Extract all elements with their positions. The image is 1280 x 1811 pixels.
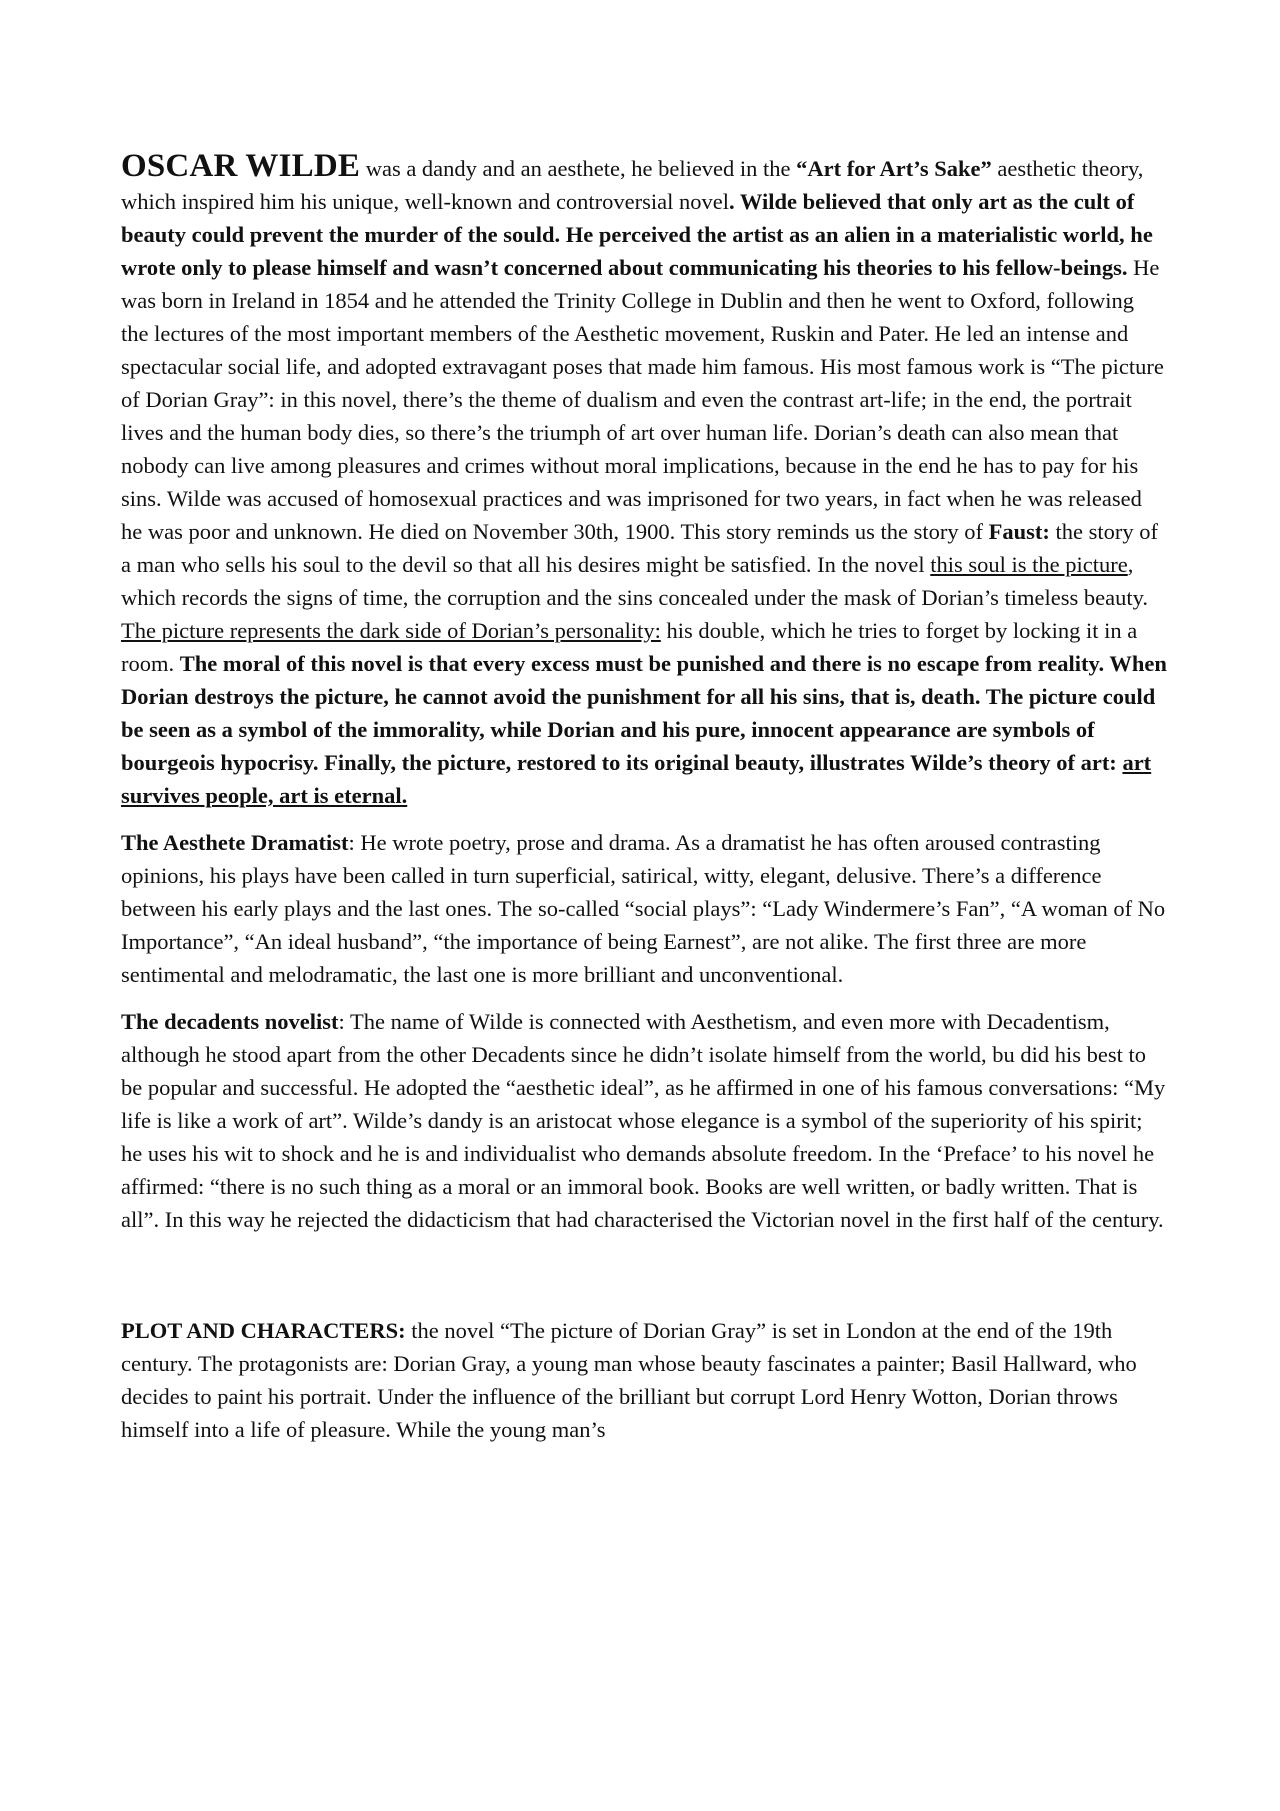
intro-bold-statement: . Wilde believed that only art as the cult of beauty could prevent the murder of the sould. He perceived the artist as an alien in a materialistic world, he wrote only to please himself and wasn’t concerned about communicating his theories to his fellow-beings. [121, 189, 1153, 280]
plot-heading: PLOT AND CHARACTERS: [121, 1318, 406, 1343]
intro-text-3: He was born in Ireland in 1854 and he attended the Trinity College in Dublin and then he went to Oxford, following the lectures of the most important members of the Aesthetic movement, Ruskin and Pater. He led an intense and spectacular social life, and adopted extravagant poses that made him famous. His most famous work is “The picture of Dorian Gray”: in this novel, there’s the theme of dualism and even the contrast art-life; in the end, the portrait lives and the human body dies, so there’s the triumph of art over human life. Dorian’s death can also mean that nobody can live among pleasures and crimes without moral implications, because in the end he has to pay for his sins. Wilde was accused of homosexual practices and was imprisoned for two years, in fact when he was released he was poor and unknown. He died on November 30th, 1900. This story reminds us the story of [121, 255, 1164, 544]
dramatist-paragraph [121, 826, 1167, 991]
intro-text-6: his double, which he tries to forget by locking it in a room. [121, 618, 1138, 676]
plot-text: the novel “The picture of Dorian Gray” is set in London at the end of the 19th century. The protagonists are: Dorian Gray, a young man whose beauty fascinates a painter; Basil Hallward, who decides to paint his portrait. Under the influence of the brilliant but corrupt Lord Henry Wotton, Dorian throws himself into a life of pleasure. While the young man’s [121, 1318, 1137, 1442]
intro-text-2: aesthetic theory, which inspired him his unique, well-known and controversial novel [121, 156, 1144, 214]
author-title: OSCAR WILDE [121, 148, 361, 184]
moral-bold-statement: The moral of this novel is that every excess must be punished and there is no escape from reality. When Dorian destroys the picture, he cannot avoid the punishment for all his sins, that is, death. The picture could be seen as a symbol of the immorality, while Dorian and his pure, innocent appearance are symbols of bourgeois hypocrisy. Finally, the picture, restored to its original beauty, illustrates Wilde’s theory of art: [121, 651, 1167, 775]
dramatist-text: : He wrote poetry, prose and drama. As a dramatist he has often aroused contrasting opinions, his plays have been called in turn superficial, satirical, witty, elegant, delusive. There’s a difference between his early plays and the last ones. The so-called “social plays”: “Lady Windermere’s Fan”, “A woman of No Importance”, “An ideal husband”, “the importance of being Earnest”, are not alike. The first three are more sentimental and melodramatic, the last one is more brilliant and unconventional. [121, 830, 1166, 987]
novelist-heading: The decadents novelist [121, 1009, 339, 1034]
intro-text-1: was a dandy and an aesthete, he believed in the [360, 156, 797, 181]
faust-reference: Faust: [988, 519, 1050, 544]
art-eternal-underline: art survives people, art is eternal. [121, 750, 1152, 808]
dark-side-underline: The picture represents the dark side of Dorian’s personality: [121, 618, 661, 643]
intro-text-5: , which records the signs of time, the corruption and the sins concealed under the mask of Dorian’s timeless beauty. [121, 552, 1149, 610]
plot-paragraph [121, 1314, 1167, 1446]
document-page [121, 150, 1167, 1446]
novelist-paragraph [121, 1005, 1167, 1236]
art-for-art-phrase: “Art for Art’s Sake” [796, 156, 992, 181]
novelist-text: : The name of Wilde is connected with Aesthetism, and even more with Decadentism, although he stood apart from the other Decadents since he didn’t isolate himself from the world, bu did his best to be popular and successful. He adopted the “aesthetic ideal”, as he affirmed in one of his famous conversations: “My life is like a work of art”. Wilde’s dandy is an aristocat whose elegance is a symbol of the superiority of his spirit; he uses his wit to shock and he is and individualist who demands absolute freedom. In the ‘Preface’ to his novel he affirmed: “there is no such thing as a moral or an immoral book. Books are well written, or badly written. That is all”. In this way he rejected the didacticism that had characterised the Victorian novel in the first half of the century. [121, 1009, 1166, 1232]
intro-paragraph [121, 150, 1167, 812]
soul-picture-underline: this soul is the picture [930, 552, 1128, 577]
dramatist-heading: The Aesthete Dramatist [121, 830, 349, 855]
intro-text-4: the story of a man who sells his soul to the devil so that all his desires might be satisfied. In the novel [121, 519, 1158, 577]
